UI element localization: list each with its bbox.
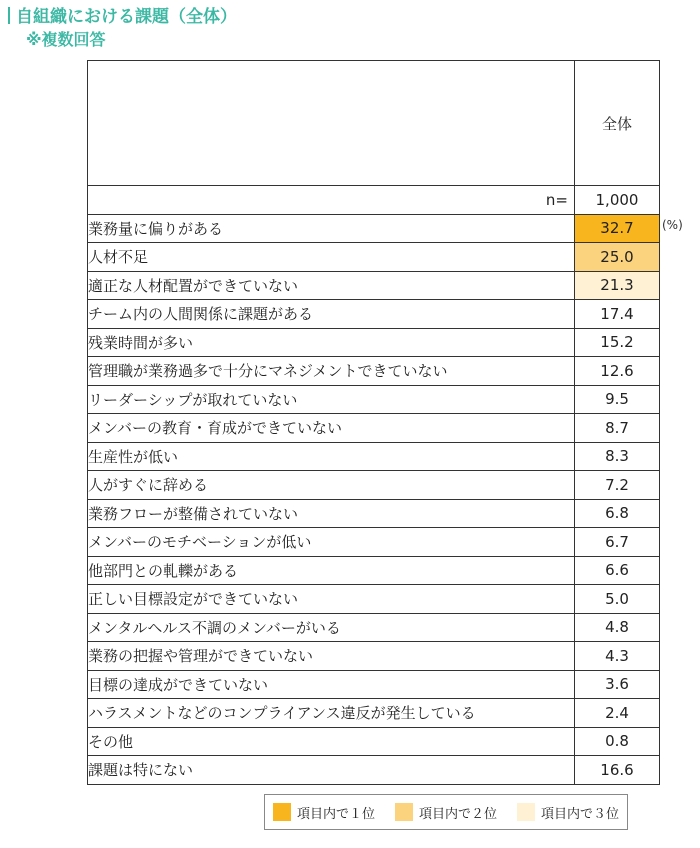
row-value: 21.3	[575, 271, 660, 300]
results-table	[87, 60, 660, 785]
n-row	[88, 186, 660, 215]
row-value: 7.2	[575, 471, 660, 500]
row-value: 32.7	[575, 214, 660, 243]
row-value: 8.7	[575, 414, 660, 443]
legend-swatch	[273, 803, 291, 821]
header-row	[88, 61, 660, 186]
row-value: 17.4	[575, 300, 660, 329]
row-label: 課題は特にない	[88, 756, 575, 785]
table-row	[88, 670, 660, 699]
table-row	[88, 556, 660, 585]
row-label: 他部門との軋轢がある	[88, 556, 575, 585]
table-row	[88, 442, 660, 471]
header-blank-cell	[88, 61, 575, 186]
legend-item	[395, 803, 497, 822]
row-value: 16.6	[575, 756, 660, 785]
table-row	[88, 642, 660, 671]
legend	[264, 794, 628, 830]
table-row	[88, 756, 660, 785]
row-label: 人材不足	[88, 243, 575, 272]
row-label: ハラスメントなどのコンプライアンス違反が発生している	[88, 699, 575, 728]
legend-item	[517, 803, 619, 822]
title-accent-bar	[8, 7, 10, 24]
row-value: 3.6	[575, 670, 660, 699]
table-row	[88, 357, 660, 386]
table-row	[88, 727, 660, 756]
table-row	[88, 585, 660, 614]
row-label: 正しい目標設定ができていない	[88, 585, 575, 614]
chart-title	[8, 6, 237, 28]
row-value: 9.5	[575, 385, 660, 414]
table-row	[88, 499, 660, 528]
table-row	[88, 328, 660, 357]
legend-swatch	[517, 803, 535, 821]
legend-label: 項目内で１位	[296, 806, 375, 822]
table-row	[88, 300, 660, 329]
row-label: メンタルヘルス不調のメンバーがいる	[88, 613, 575, 642]
n-value: 1,000	[575, 186, 660, 215]
chart-subtitle: ※複数回答	[26, 30, 106, 49]
table-row	[88, 271, 660, 300]
row-value: 6.6	[575, 556, 660, 585]
legend-swatch	[395, 803, 413, 821]
table-row	[88, 528, 660, 557]
row-value: 5.0	[575, 585, 660, 614]
title-text: 自組織における課題（全体）	[16, 7, 237, 27]
row-value: 4.3	[575, 642, 660, 671]
row-value: 6.8	[575, 499, 660, 528]
row-value: 6.7	[575, 528, 660, 557]
table-row	[88, 385, 660, 414]
legend-label: 項目内で３位	[541, 806, 620, 822]
row-label: 残業時間が多い	[88, 328, 575, 357]
table-row	[88, 243, 660, 272]
row-label: その他	[88, 727, 575, 756]
table-row	[88, 699, 660, 728]
n-label: n=	[88, 186, 575, 215]
row-value: 25.0	[575, 243, 660, 272]
unit-label: (%)	[662, 218, 683, 232]
row-value: 4.8	[575, 613, 660, 642]
row-value: 0.8	[575, 727, 660, 756]
row-value: 8.3	[575, 442, 660, 471]
column-header: 全体	[575, 61, 660, 186]
row-label: メンバーのモチベーションが低い	[88, 528, 575, 557]
row-label: 適正な人材配置ができていない	[88, 271, 575, 300]
legend-label: 項目内で２位	[418, 806, 497, 822]
row-label: 業務フローが整備されていない	[88, 499, 575, 528]
table-row	[88, 214, 660, 243]
table-row	[88, 414, 660, 443]
row-label: リーダーシップが取れていない	[88, 385, 575, 414]
table-row	[88, 613, 660, 642]
row-label: 生産性が低い	[88, 442, 575, 471]
row-value: 12.6	[575, 357, 660, 386]
row-label: メンバーの教育・育成ができていない	[88, 414, 575, 443]
row-label: 人がすぐに辞める	[88, 471, 575, 500]
row-label: 目標の達成ができていない	[88, 670, 575, 699]
table-row	[88, 471, 660, 500]
row-label: 管理職が業務過多で十分にマネジメントできていない	[88, 357, 575, 386]
legend-item	[273, 803, 375, 822]
row-value: 15.2	[575, 328, 660, 357]
row-label: 業務の把握や管理ができていない	[88, 642, 575, 671]
row-label: 業務量に偏りがある	[88, 214, 575, 243]
row-label: チーム内の人間関係に課題がある	[88, 300, 575, 329]
row-value: 2.4	[575, 699, 660, 728]
